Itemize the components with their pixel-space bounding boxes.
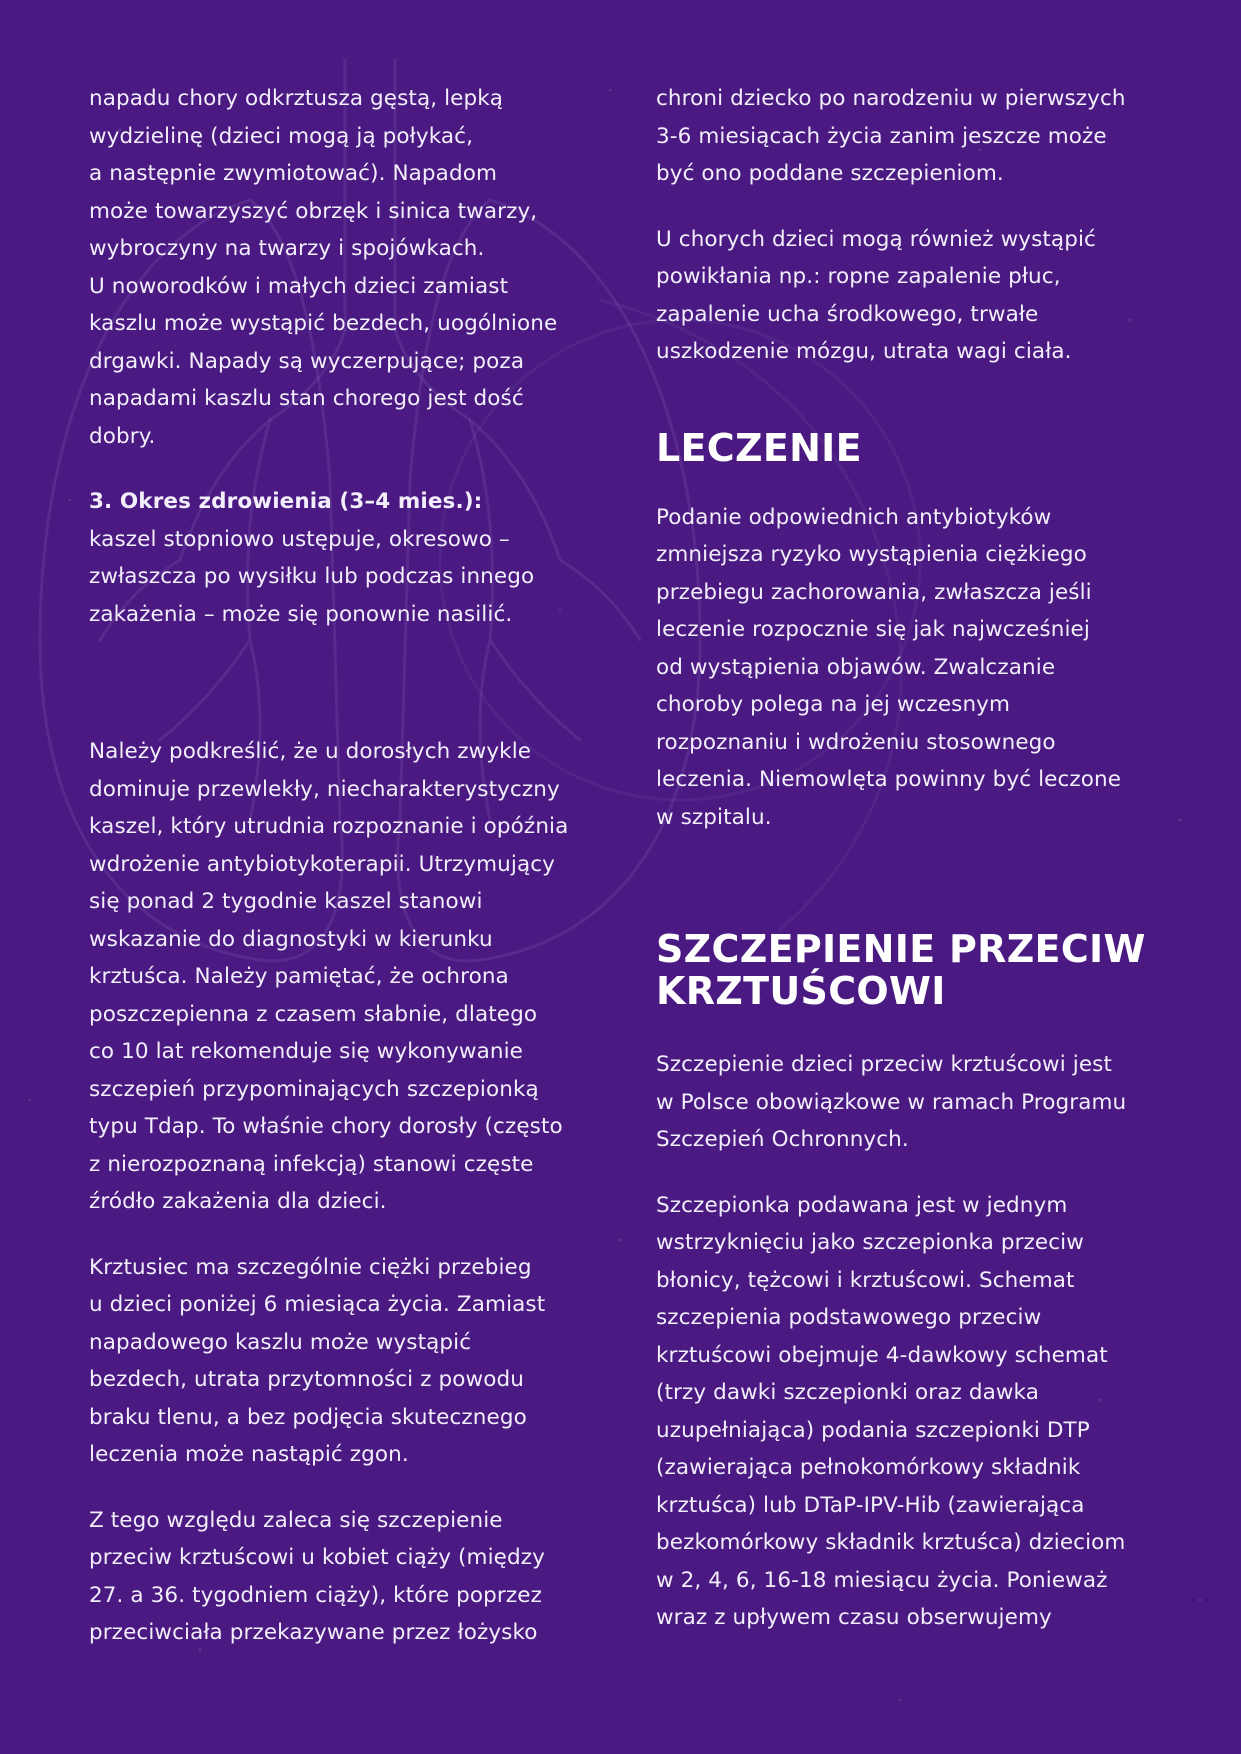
paragraph-vaccine-schedule: Szczepionka podawana jest w jednym wstrzyknięciu jako szczepionka przeciw błonicy, tężcowi i krztuścowi. Schemat szczepienia podstawowego przeciw krztuścowi obejmuje 4-dawkowy schemat (trzy dawki szczepionki oraz dawka uzupełniająca) podania szczepionki DTP (zawierająca pełnokomórkowy składnik krztuśca) lub DTaP-IPV-Hib (zawierająca bezkomórkowy składnik krztuśca) dzieciom w 2, 4, 6, 16-18 miesiącu życia. Ponieważ wraz z upływem czasu obserwujemy — [656, 1192, 1126, 1630]
paragraph-complications: U chorych dzieci mogą również wystąpić powikłania np.: ropne zapalenie płuc, zapalenie ucha środkowego, trwałe uszkodzenie mózgu, utrata wagi ciała. — [656, 226, 1096, 364]
paragraph-newborn-protection: chroni dziecko po narodzeniu w pierwszych 3-6 miesiącach życia zanim jeszcze może być ono poddane szczepieniom. — [656, 86, 1126, 186]
paragraph-vaccination-mandatory: Szczepienie dzieci przeciw krztuścowi jest w Polsce obowiązkowe w ramach Programu Szczepień Ochronnych. — [656, 1052, 1127, 1152]
recovery-period-body: kaszel stopniowo ustępuje, okresowo – zwłaszcza po wysiłku lub podczas innego zakażenia – może się ponownie nasilić. — [89, 526, 535, 627]
recovery-period-title: 3. Okres zdrowienia (3–4 mies.): — [89, 489, 483, 514]
paragraph-adults-cough: Należy podkreślić, że u dorosłych zwykle dominuje przewlekły, niecharakterystyczny kaszel, który utrudnia rozpoznanie i opóźnia wdrożenie antybiotykoterapii. Utrzymujący się ponad 2 tygodnie kaszel stanowi wskazanie do diagnostyki w kierunku krztuśca. Należy pamiętać, że ochrona poszczepienna z czasem słabnie, dlatego co 10 lat rekomenduje się wykonywanie szczepień przypominających szczepionką typu Tdap. To właśnie chory dorosły (często z nierozpoznaną infekcją) stanowi częste źródło zakażenia dla dzieci. — [89, 739, 569, 1214]
heading-treatment: LECZENIE — [656, 425, 862, 470]
paragraph-pregnancy-vaccination: Z tego względu zaleca się szczepienie przeciw krztuścowi u kobiet ciąży (między 27. a 36. tygodniem ciąży), które poprzez przeciwciała przekazywane przez łożysko — [89, 1507, 545, 1645]
paragraph-infants-severity: Krztusiec ma szczególnie ciężki przebieg u dzieci poniżej 6 miesiąca życia. Zamiast napadowego kaszlu może wystąpić bezdech, utrata przytomności z powodu braku tlenu, a bez podjęcia skutecznego leczenia może nastąpić zgon. — [89, 1254, 546, 1467]
paragraph-recovery-period — [89, 483, 599, 633]
paragraph-treatment: Podanie odpowiednich antybiotyków zmniejsza ryzyko wystąpienia ciężkiego przebiegu zachorowania, zwłaszcza jeśli leczenie rozpocznie się jak najwcześniej od wystąpienia objawów. Zwalczanie choroby polega na jej wczesnym rozpoznaniu i wdrożeniu stosownego leczenia. Niemowlęta powinny być leczone w szpitalu. — [656, 504, 1122, 830]
paragraph-attack-symptoms: napadu chory odkrztusza gęstą, lepką wydzielinę (dzieci mogą ją połykać, a następnie zwymiotować). Napadom może towarzyszyć obrzęk i sinica twarzy, wybroczyny na twarzy i spojówkach. U noworodków i małych dzieci zamiast kaszlu może wystąpić bezdech, uogólnione drgawki. Napady są wyczerpujące; poza napadami kaszlu stan chorego jest dość dobry. — [89, 86, 558, 449]
heading-vaccination: SZCZEPIENIE PRZECIW KRZTUŚCOWI — [656, 927, 1146, 1013]
left-column — [89, 80, 599, 1652]
right-column — [656, 80, 1166, 1637]
